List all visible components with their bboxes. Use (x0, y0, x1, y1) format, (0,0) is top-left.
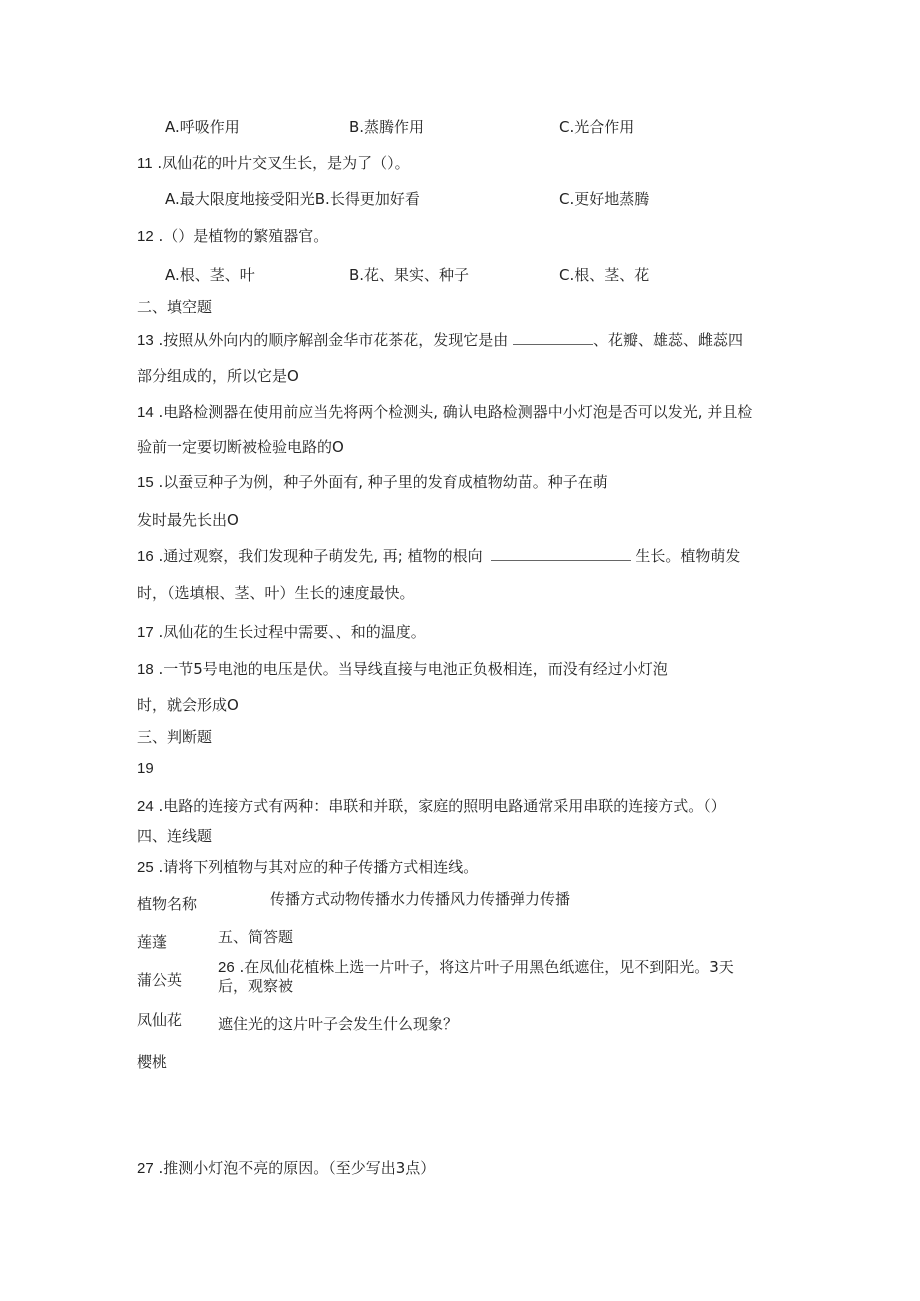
question-number: 12 (137, 228, 154, 245)
question-number: 11 (137, 155, 153, 172)
plant-name[interactable]: 蒲公英 (137, 971, 183, 989)
q10-option-b: B.蒸腾作用 (349, 118, 425, 136)
q15-line2: 发时最先长出O (137, 511, 239, 529)
question-11 (137, 153, 410, 174)
question-text: .电路检测器在使用前应当先将两个检测头, 确认电路检测器中小灯泡是否可以发光, 并且检 (158, 403, 753, 421)
q10-option-c: C.光合作用 (559, 118, 635, 136)
question-text: .通过观察，我们发现种子萌发先, 再; 植物的根向 (158, 547, 483, 565)
question-text: .电路的连接方式有两种：串联和并联，家庭的照明电路通常采用串联的连接方式。（） (158, 797, 726, 815)
q10-option-a: A.呼吸作用 (165, 118, 240, 136)
question-number: 13 (137, 332, 154, 349)
question-text: .推测小灯泡不亮的原因。（至少写出3点） (158, 1159, 436, 1177)
q12-option-b: B.花、果实、种子 (349, 266, 470, 284)
question-18 (137, 659, 668, 680)
question-15 (137, 472, 608, 493)
q18-line2: 时，就会形成O (137, 696, 239, 714)
q26-line3: 遮住光的这片叶子会发生什么现象？ (218, 1015, 459, 1033)
q11-option-c: C.更好地蒸腾 (559, 190, 650, 208)
matching-left-header: 植物名称 (137, 895, 198, 913)
question-text-cont: 生长。植物萌发 (635, 547, 741, 565)
question-19-number: 19 (137, 760, 154, 777)
answer-blank[interactable] (491, 548, 631, 561)
question-text: .请将下列植物与其对应的种子传播方式相连线。 (158, 858, 479, 876)
question-text: .凤仙花的生长过程中需要、、和的温度。 (158, 623, 426, 641)
section-fill-in-title: 二、填空题 (137, 298, 213, 316)
q12-option-c: C.根、茎、花 (559, 266, 650, 284)
question-text: .凤仙花的叶片交叉生长，是为了（）。 (157, 154, 410, 172)
question-13 (137, 330, 743, 351)
question-number: 25 (137, 859, 154, 876)
section-short-answer-title: 五、简答题 (218, 928, 294, 946)
question-27 (137, 1158, 435, 1179)
q12-option-a: A.根、茎、叶 (165, 266, 255, 284)
q26-line2: 后，观察被 (218, 977, 294, 995)
question-text: .（）是植物的繁殖器官。 (158, 227, 329, 245)
question-25 (137, 857, 478, 878)
question-text: .按照从外向内的顺序解剖金华市花茶花，发现它是由 (158, 331, 509, 349)
question-number: 26 (218, 959, 235, 976)
q13-line2: 部分组成的，所以它是O (137, 367, 299, 385)
question-text: .在凤仙花植株上选一片叶子，将这片叶子用黑色纸遮住，见不到阳光。3天 (239, 958, 734, 976)
question-12 (137, 226, 328, 247)
question-26 (218, 957, 734, 978)
question-17 (137, 622, 426, 643)
plant-name[interactable]: 凤仙花 (137, 1011, 183, 1029)
question-24 (137, 796, 726, 817)
section-matching-title: 四、连线题 (137, 827, 213, 845)
matching-right-header: 传播方式动物传播水力传播风力传播弹力传播 (270, 890, 571, 908)
question-14 (137, 402, 752, 423)
question-number: 24 (137, 798, 154, 815)
plant-name[interactable]: 莲蓬 (137, 933, 168, 951)
q16-line2: 时，（选填根、茎、叶）生长的速度最快。 (137, 584, 415, 602)
section-true-false-title: 三、判断题 (137, 728, 213, 746)
question-text: .以蚕豆种子为例，种子外面有, 种子里的发育成植物幼苗。种子在萌 (158, 473, 608, 491)
question-number: 27 (137, 1160, 154, 1177)
plant-name[interactable]: 樱桃 (137, 1053, 168, 1071)
question-number: 18 (137, 661, 154, 678)
q11-option-ab: A.最大限度地接受阳光B.长得更加好看 (165, 190, 420, 208)
question-16 (137, 546, 740, 567)
question-text-cont: 、花瓣、雄蕊、雌蕊四 (593, 331, 744, 349)
question-number: 16 (137, 548, 154, 565)
question-number: 15 (137, 474, 154, 491)
answer-blank[interactable] (513, 332, 593, 345)
q14-line2: 验前一定要切断被检验电路的O (137, 438, 344, 456)
question-number: 17 (137, 624, 154, 641)
question-number: 14 (137, 404, 154, 421)
question-text: .一节5号电池的电压是伏。当导线直接与电池正负极相连，而没有经过小灯泡 (158, 660, 668, 678)
